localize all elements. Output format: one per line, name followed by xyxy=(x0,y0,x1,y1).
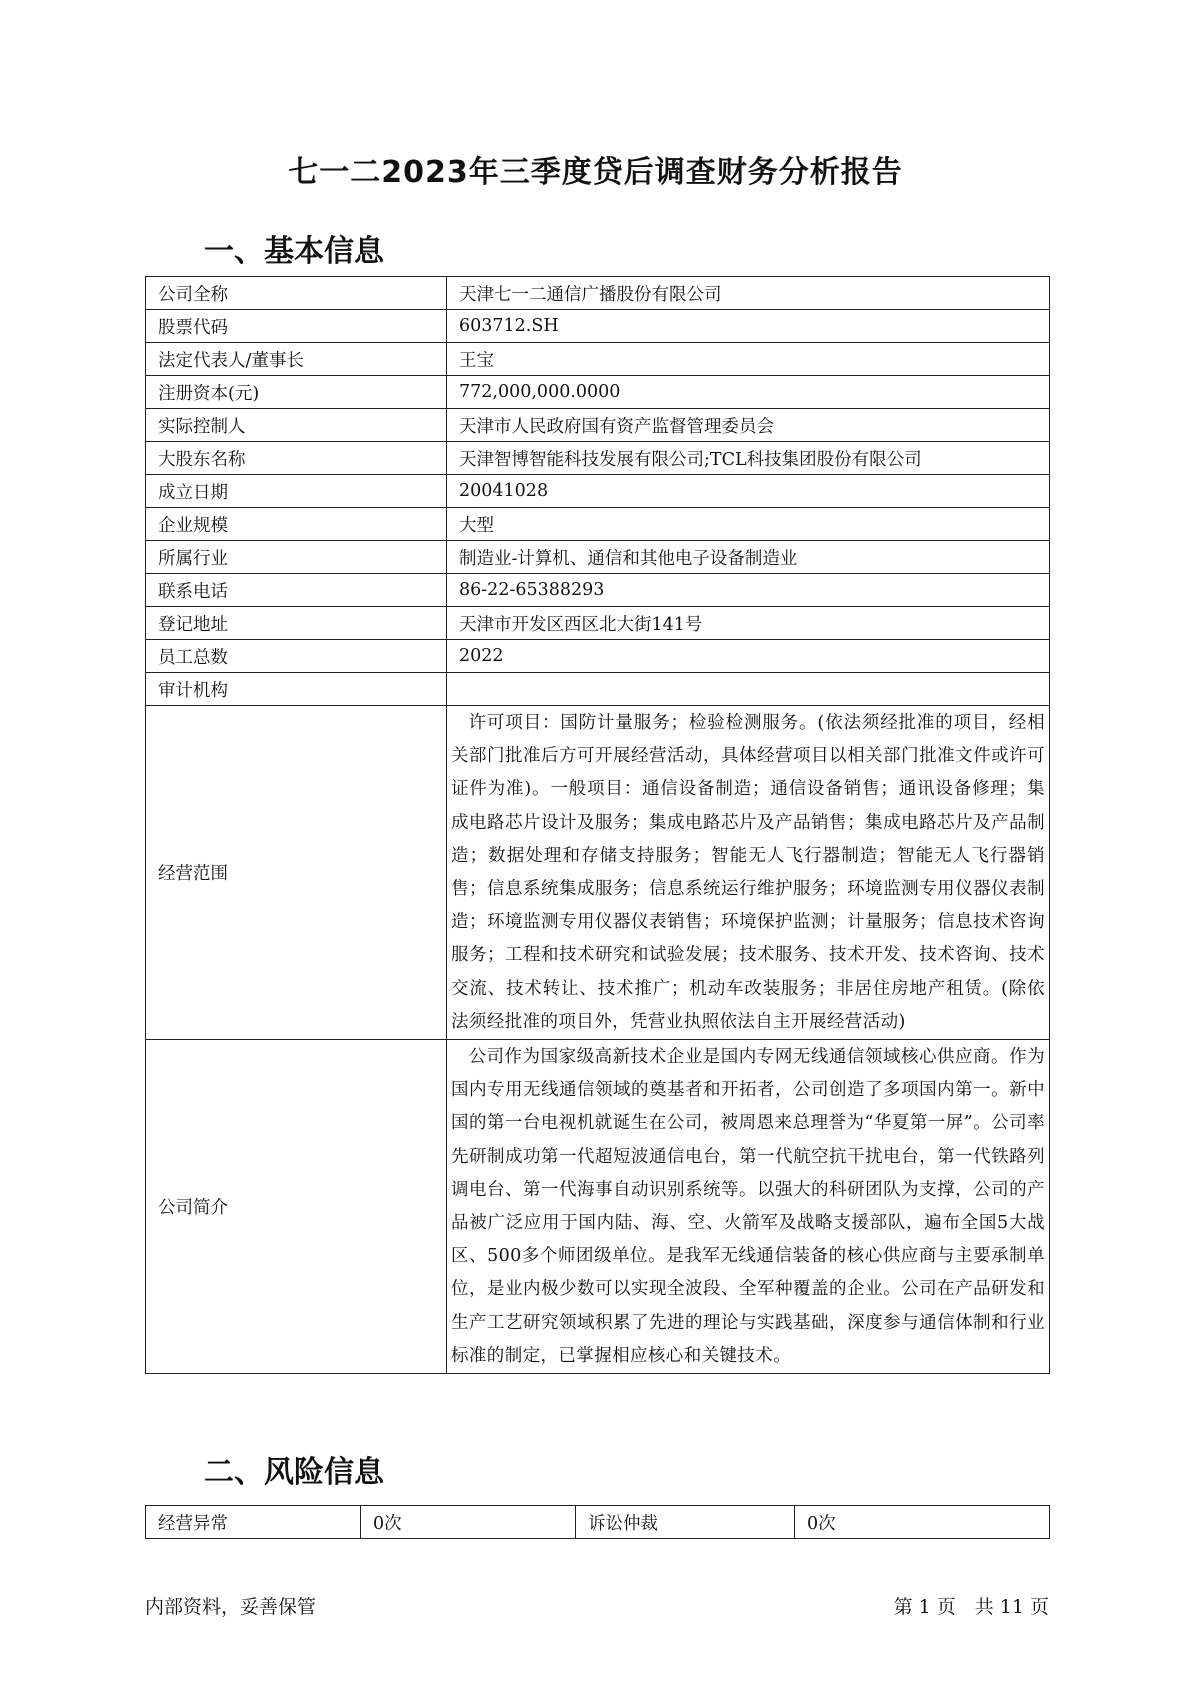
company-profile-label: 公司简介 xyxy=(146,1040,447,1374)
field-label: 所属行业 xyxy=(146,541,447,574)
field-value: 天津市人民政府国有资产监督管理委员会 xyxy=(447,409,1050,442)
risk-info-table xyxy=(145,1505,1050,1539)
risk-label-abnormal-operation: 经营异常 xyxy=(146,1506,361,1539)
field-label: 实际控制人 xyxy=(146,409,447,442)
table-row xyxy=(146,442,1050,475)
section-heading-basic-info: 一、基本信息 xyxy=(204,234,384,269)
field-label: 法定代表人/董事长 xyxy=(146,343,447,376)
table-row xyxy=(146,475,1050,508)
field-value: 86-22-65388293 xyxy=(447,574,1050,607)
business-scope-label: 经营范围 xyxy=(146,706,447,1040)
field-label: 注册资本(元) xyxy=(146,376,447,409)
field-label: 登记地址 xyxy=(146,607,447,640)
table-row xyxy=(146,607,1050,640)
field-value: 大型 xyxy=(447,508,1050,541)
table-row xyxy=(146,277,1050,310)
table-row xyxy=(146,541,1050,574)
field-label: 联系电话 xyxy=(146,574,447,607)
field-value: 天津市开发区西区北大街141号 xyxy=(447,607,1050,640)
company-profile-value: 公司作为国家级高新技术企业是国内专网无线通信领域核心供应商。作为国内专用无线通信领域的奠基者和开拓者，公司创造了多项国内第一。新中国的第一台电视机就诞生在公司，被周恩来总理誉为“华夏第一屏”。公司率先研制成功第一代超短波通信电台，第一代航空抗干扰电台，第一代铁路列调电台、第一代海事自动识别系统等。以强大的科研团队为支撑，公司的产品被广泛应用于国内陆、海、空、火箭军及战略支援部队，遍布全国5大战区、500多个师团级单位。是我军无线通信装备的核心供应商与主要承制单位，是业内极少数可以实现全波段、全军种覆盖的企业。公司在产品研发和生产工艺研究领域积累了先进的理论与实践基础，深度参与通信体制和行业标准的制定，已掌握相应核心和关键技术。 xyxy=(447,1040,1050,1374)
field-label: 企业规模 xyxy=(146,508,447,541)
table-row xyxy=(146,343,1050,376)
basic-info-table xyxy=(145,276,1050,1374)
table-row xyxy=(146,409,1050,442)
field-value xyxy=(447,673,1050,706)
table-row-business-scope xyxy=(146,706,1050,1040)
field-value: 772,000,000.0000 xyxy=(447,376,1050,409)
field-label: 大股东名称 xyxy=(146,442,447,475)
table-row-company-profile xyxy=(146,1040,1050,1374)
field-value: 2022 xyxy=(447,640,1050,673)
risk-value-litigation: 0次 xyxy=(795,1506,1050,1539)
field-value: 制造业-计算机、通信和其他电子设备制造业 xyxy=(447,541,1050,574)
field-label: 股票代码 xyxy=(146,310,447,343)
business-scope-value: 许可项目：国防计量服务；检验检测服务。(依法须经批准的项目，经相关部门批准后方可开展经营活动，具体经营项目以相关部门批准文件或许可证件为准)。一般项目：通信设备制造；通信设备销售；通讯设备修理；集成电路芯片设计及服务；集成电路芯片及产品销售；集成电路芯片及产品制造；数据处理和存储支持服务；智能无人飞行器制造；智能无人飞行器销售；信息系统集成服务；信息系统运行维护服务；环境监测专用仪器仪表制造；环境监测专用仪器仪表销售；环境保护监测；计量服务；信息技术咨询服务；工程和技术研究和试验发展；技术服务、技术开发、技术咨询、技术交流、技术转让、技术推广；机动车改装服务；非居住房地产租赁。(除依法须经批准的项目外，凭营业执照依法自主开展经营活动) xyxy=(447,706,1050,1040)
risk-label-litigation: 诉讼仲裁 xyxy=(576,1506,795,1539)
report-title: 七一二2023年三季度贷后调查财务分析报告 xyxy=(288,155,903,190)
table-row xyxy=(146,1506,1050,1539)
field-value: 天津七一二通信广播股份有限公司 xyxy=(447,277,1050,310)
field-label: 公司全称 xyxy=(146,277,447,310)
table-row xyxy=(146,508,1050,541)
risk-value-abnormal-operation: 0次 xyxy=(361,1506,576,1539)
field-value: 王宝 xyxy=(447,343,1050,376)
table-row xyxy=(146,673,1050,706)
field-label: 员工总数 xyxy=(146,640,447,673)
section-heading-risk-info: 二、风险信息 xyxy=(204,1455,384,1490)
field-value: 20041028 xyxy=(447,475,1050,508)
field-label: 审计机构 xyxy=(146,673,447,706)
field-value: 天津智博智能科技发展有限公司;TCL科技集团股份有限公司 xyxy=(447,442,1050,475)
field-label: 成立日期 xyxy=(146,475,447,508)
table-row xyxy=(146,376,1050,409)
table-row xyxy=(146,640,1050,673)
field-value: 603712.SH xyxy=(447,310,1050,343)
table-row xyxy=(146,574,1050,607)
footer-page-number: 第 1 页 共 11 页 xyxy=(893,1596,1049,1618)
table-row xyxy=(146,310,1050,343)
footer-confidential-note: 内部资料，妥善保管 xyxy=(145,1596,317,1618)
